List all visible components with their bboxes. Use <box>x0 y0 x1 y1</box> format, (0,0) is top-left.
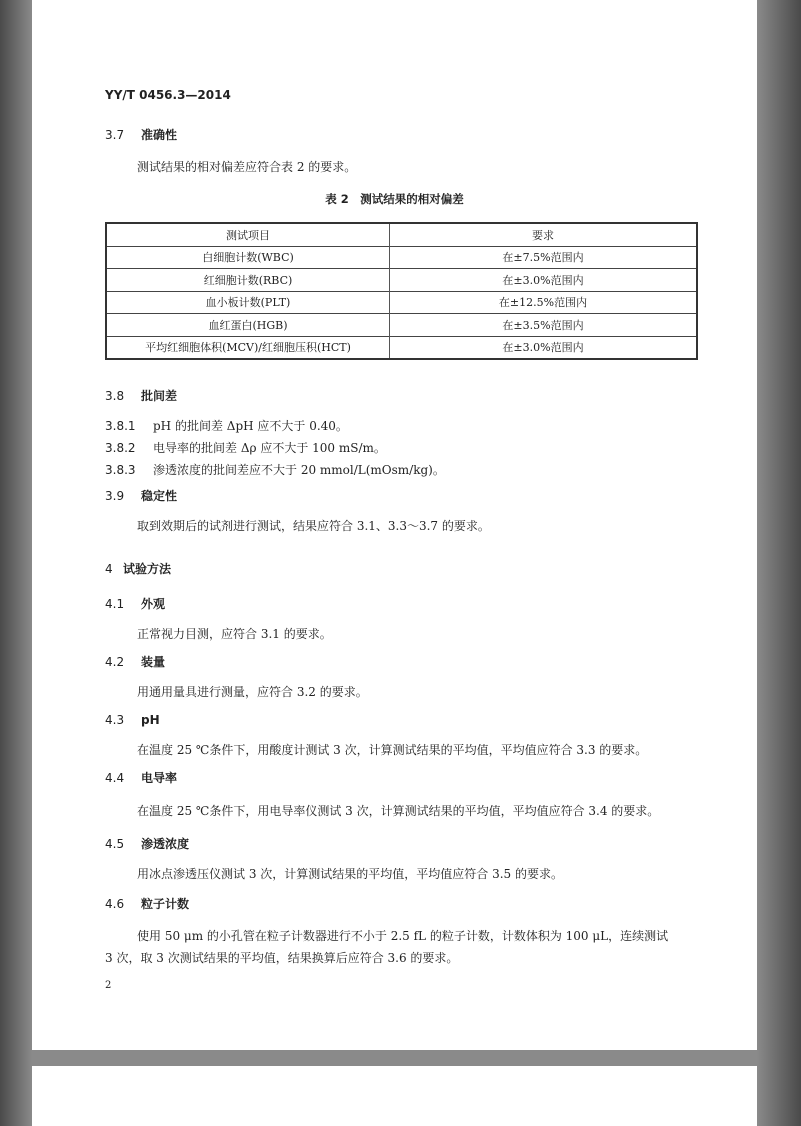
standard-header: YY/T 0456.3—2014 <box>105 88 231 102</box>
table-caption: 表 2 测试结果的相对偏差 <box>325 192 464 206</box>
section-4-1-heading: 4.1 外观 <box>105 597 166 611</box>
section-3-8-heading: 3.8 批间差 <box>105 389 178 403</box>
section-3-9-text: 取到效期后的试剂进行测试，结果应符合 3.1、3.3～3.7 的要求。 <box>137 519 490 533</box>
section-4-3-text: 在温度 25 ℃条件下，用酸度计测试 3 次，计算测试结果的平均值，平均值应符合 3.3 的要求。 <box>137 743 648 757</box>
section-4-4-text: 在温度 25 ℃条件下，用电导率仪测试 3 次，计算测试结果的平均值，平均值应符合 3.4 的要求。 <box>137 804 660 818</box>
section-3-8-3: 3.8.3 渗透浓度的批间差应不大于 20 mmol/L(mOsm/kg)。 <box>105 463 445 477</box>
header-cell: 测试项目 <box>106 223 390 246</box>
table-row <box>106 336 697 359</box>
section-4-3-heading: 4.3 pH <box>105 713 160 727</box>
document-page <box>32 0 757 1050</box>
table-header-row <box>106 223 697 246</box>
section-4-6-text-line1: 使用 50 μm 的小孔管在粒子计数器进行不小于 2.5 fL 的粒子计数，计数体积为 100 μL，连续测试 <box>137 929 669 943</box>
next-page <box>32 1066 757 1126</box>
section-4-2-text: 用通用量具进行测量，应符合 3.2 的要求。 <box>137 685 368 699</box>
table-cell: 在±12.5%范围内 <box>390 291 698 314</box>
page-number: 2 <box>105 980 112 991</box>
table-cell: 在±3.5%范围内 <box>390 314 698 337</box>
table-cell: 血小板计数(PLT) <box>106 291 390 314</box>
section-3-8-2: 3.8.2 电导率的批间差 Δρ 应不大于 100 mS/m。 <box>105 441 386 455</box>
deviation-table <box>105 222 698 360</box>
table-row <box>106 269 697 292</box>
table-row <box>106 291 697 314</box>
section-4-2-heading: 4.2 装量 <box>105 655 166 669</box>
section-3-7-heading: 3.7 准确性 <box>105 128 178 142</box>
table-row <box>106 314 697 337</box>
table-cell: 红细胞计数(RBC) <box>106 269 390 292</box>
table-cell: 白细胞计数(WBC) <box>106 246 390 269</box>
section-4-5-heading: 4.5 渗透浓度 <box>105 837 190 851</box>
table-cell: 血红蛋白(HGB) <box>106 314 390 337</box>
section-4-4-heading: 4.4 电导率 <box>105 771 178 785</box>
header-cell: 要求 <box>390 223 698 246</box>
section-3-9-heading: 3.9 稳定性 <box>105 489 178 503</box>
section-4-6-heading: 4.6 粒子计数 <box>105 897 190 911</box>
table-cell: 在±3.0%范围内 <box>390 269 698 292</box>
table-cell: 在±3.0%范围内 <box>390 336 698 359</box>
section-3-7-text: 测试结果的相对偏差应符合表 2 的要求。 <box>137 160 357 174</box>
section-4-5-text: 用冰点渗透压仪测试 3 次，计算测试结果的平均值，平均值应符合 3.5 的要求。 <box>137 867 563 881</box>
section-4-heading: 4 试验方法 <box>105 562 172 576</box>
table-cell: 平均红细胞体积(MCV)/红细胞压积(HCT) <box>106 336 390 359</box>
section-4-6-text-line2: 3 次，取 3 次测试结果的平均值，结果换算后应符合 3.6 的要求。 <box>105 951 459 965</box>
table-row <box>106 246 697 269</box>
section-3-8-1: 3.8.1 pH 的批间差 ΔpH 应不大于 0.40。 <box>105 419 348 433</box>
section-4-1-text: 正常视力目测，应符合 3.1 的要求。 <box>137 627 332 641</box>
table-cell: 在±7.5%范围内 <box>390 246 698 269</box>
